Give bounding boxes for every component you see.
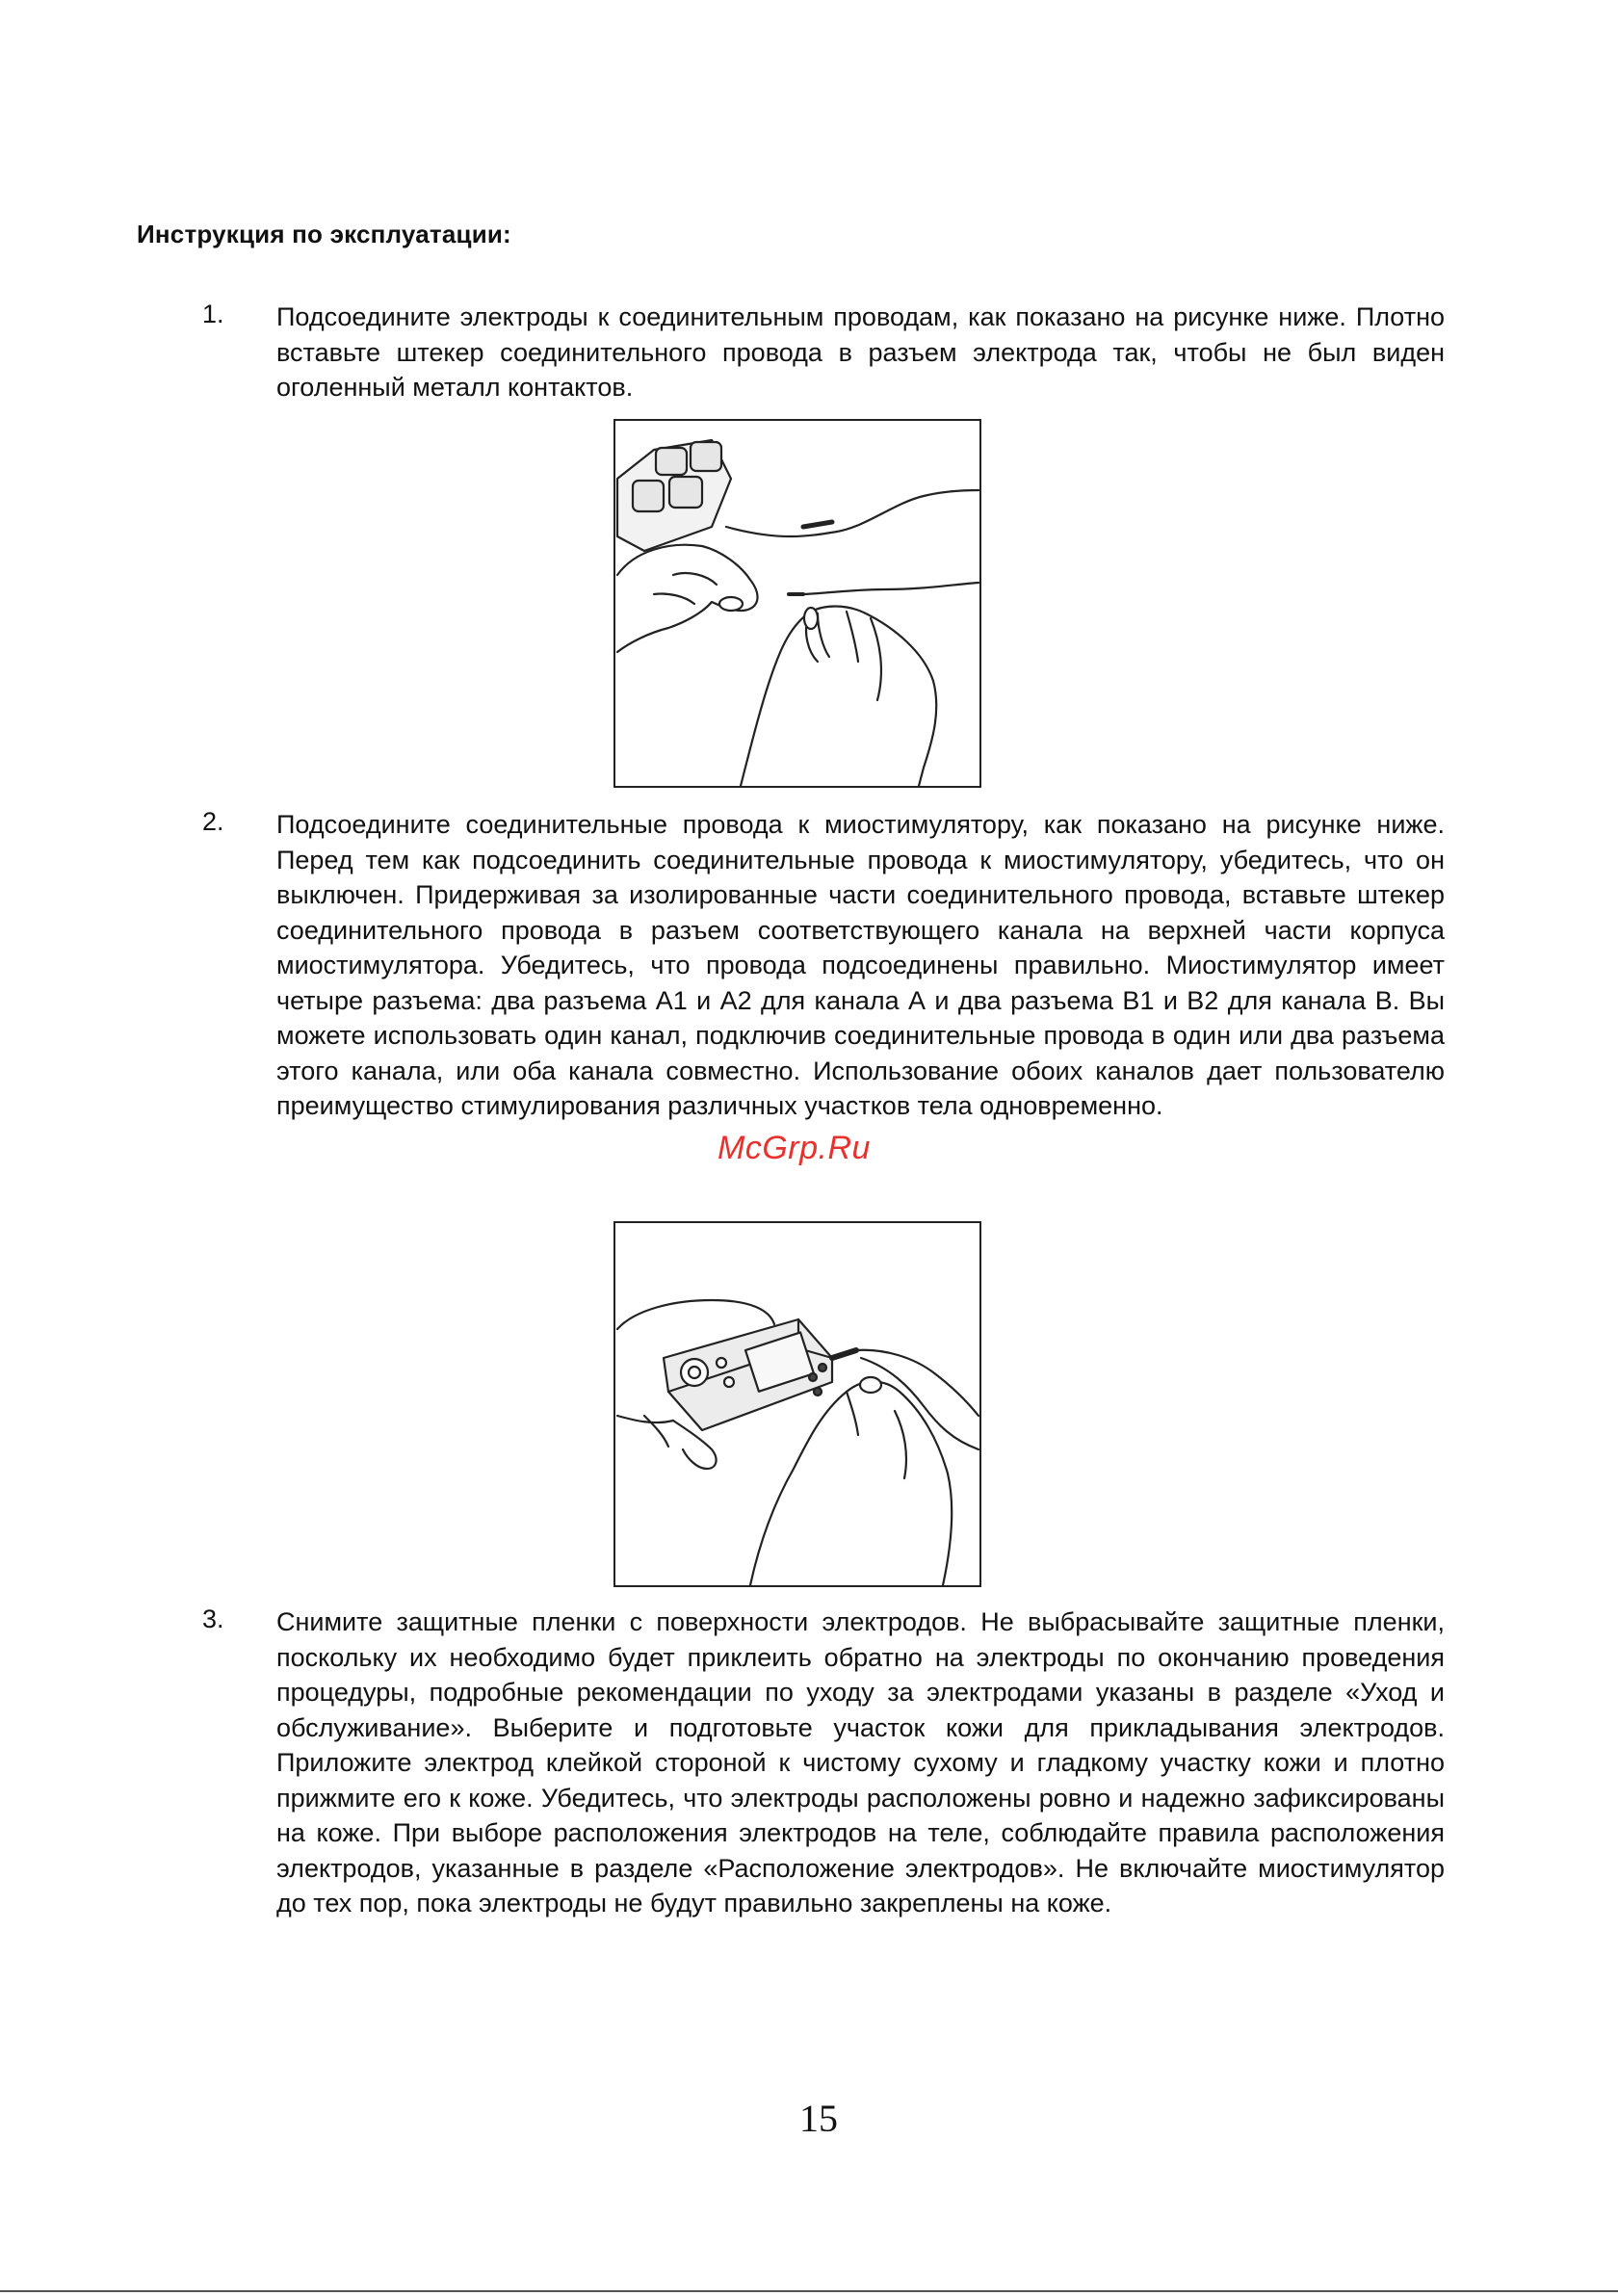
figure-electrode-connection	[613, 419, 981, 788]
list-item-number: 1.	[202, 300, 224, 328]
list-item-text: Подсоедините соединительные провода к миостимулятору, как показано на рисунке ниже. Перед тем как подсоединить соединительные провода к миостимулятору, убедитесь, что он выключен. Придерживая за изолированные части соединительного провода, вставьте штекер соединительного провода в разъем соответствующего канала на верхней части корпуса миостимулятора. Убедитесь, что провода подсоединены правильно. Миостимулятор имеет четыре разъема: два разъема А1 и А2 для канала А и два разъема В1 и В2 для канала В. Вы можете использовать один канал, подключив соединительные провода в один или два разъема этого канала, или оба канала совместно. Использование обоих каналов дает пользователю преимущество стимулирования различных участков тела одновременно.	[276, 810, 1445, 1120]
list-item-number: 2.	[202, 807, 224, 836]
watermark: McGrp.Ru	[718, 1130, 871, 1166]
page-number: 15	[799, 2097, 838, 2140]
bottom-rule	[0, 2290, 1618, 2292]
list-item-text: Подсоедините электроды к соединительным проводам, как показано на рисунке ниже. Плотно вставьте штекер соединительного провода в разъем электрода так, чтобы не был виден оголенный металл контактов.	[276, 302, 1445, 402]
list-item-number: 3.	[202, 1605, 224, 1633]
figure-stimulator-connection	[613, 1221, 981, 1587]
stimulator-connection-illustration	[615, 1223, 979, 1585]
electrode-connection-illustration	[615, 421, 979, 786]
section-heading: Инструкция по эксплуатации:	[137, 220, 511, 248]
list-item-text: Снимите защитные пленки с поверхности электродов. Не выбрасывайте защитные пленки, поскольку их необходимо будет приклеить обратно на электроды по окончанию проведения процедуры, подробные рекомендации по уходу за электродами указаны в разделе «Уход и обслуживание». Выберите и подготовьте участок кожи для прикладывания электродов. Приложите электрод клейкой стороной к чистому сухому и гладкому участку кожи и плотно прижмите его к коже. Убедитесь, что электроды расположены ровно и надежно зафиксированы на коже. При выборе расположения электродов на теле, соблюдайте правила расположения электродов, указанные в разделе «Расположение электродов». Не включайте миостимулятор до тех пор, пока электроды не будут правильно закреплены на коже.	[276, 1607, 1445, 1918]
